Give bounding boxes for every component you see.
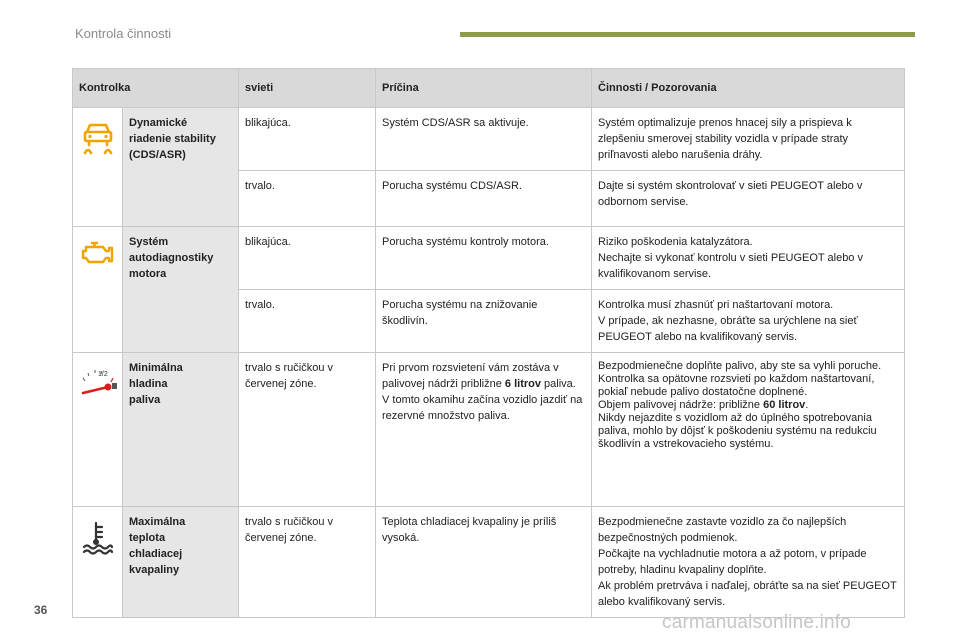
cause-cell: Systém CDS/ASR sa aktivuje.: [376, 108, 592, 171]
action-cell: Systém optimalizuje prenos hnacej sily a prispieva k zlepšeniu smerovej stability vozidla v prípade straty priľnavosti alebo narušenia dráhy.: [592, 108, 905, 171]
state-cell: trvalo s ručičkou v červenej zóne.: [239, 353, 376, 507]
indicator-name: Maximálna teplota chladiacej kvapaliny: [123, 507, 239, 618]
cause-cell: Porucha systému na znižovanie škodlivín.: [376, 290, 592, 353]
indicator-name: Dynamické riadenie stability (CDS/ASR): [123, 108, 239, 227]
action-cell: Riziko poškodenia katalyzátora. Nechajte si vykonať kontrolu v sieti PEUGEOT alebo v kvalifikovanom servise.: [592, 227, 905, 290]
action-text: Bezpodmienečne doplňte palivo, aby ste sa vyhli poruche. Kontrolka sa opätovne rozsvieti po každom naštartovaní, pokiaľ nebude palivo dostatočne doplnené. Objem palivovej nádrže: približne: [598, 360, 882, 411]
icon-cell: [73, 353, 123, 507]
page-number: 36: [34, 603, 48, 617]
icon-cell: [73, 108, 123, 227]
column-header-cinnosti: Činnosti / Pozorovania: [592, 69, 905, 108]
tank-volume: 60 litrov: [763, 399, 806, 411]
state-cell: blikajúca.: [239, 227, 376, 290]
cause-cell: Porucha systému kontroly motora.: [376, 227, 592, 290]
stability-control-icon: [80, 120, 116, 156]
column-header-kontrolka: Kontrolka: [73, 69, 239, 108]
action-cell: [592, 353, 905, 507]
cause-cell: Porucha systému CDS/ASR.: [376, 171, 592, 227]
column-header-svieti: svieti: [239, 69, 376, 108]
column-header-pricina: Príčina: [376, 69, 592, 108]
state-cell: trvalo.: [239, 290, 376, 353]
cause-cell: [376, 353, 592, 507]
icon-cell: [73, 227, 123, 353]
action-text: . Nikdy nejazdite s vozidlom až do úplného spotrebovania paliva, mohlo by dôjsť k poškodeniu systému na redukciu škodlivín a vstrekovacieho systému.: [598, 399, 877, 450]
indicator-name: Minimálna hladina paliva: [123, 353, 239, 507]
state-cell: blikajúca.: [239, 108, 376, 171]
cause-cell: Teplota chladiacej kvapaliny je príliš vysoká.: [376, 507, 592, 618]
gauge-label: 1/2: [97, 371, 108, 378]
icon-cell: [73, 507, 123, 618]
fuel-gauge-icon: [77, 365, 119, 399]
action-cell: Dajte si systém skontrolovať v sieti PEUGEOT alebo v odbornom servise.: [592, 171, 905, 227]
fuel-reserve-amount: 6 litrov: [504, 378, 541, 390]
engine-icon: [80, 239, 116, 267]
header-accent-bar: [460, 32, 915, 37]
table-row: [73, 227, 905, 290]
cause-text: paliva. V tomto okamihu začína vozidlo jazdiť na rezervné množstvo paliva.: [382, 378, 583, 422]
table-row: [73, 108, 905, 171]
warning-lights-table: [72, 68, 905, 618]
action-cell: Bezpodmienečne zastavte vozidlo za čo najlepších bezpečnostných podmienok. Počkajte na vychladnutie motora a až potom, v prípade potreby, hladinu kvapaliny doplňte. Ak problém pretrváva i naďalej, obráťte sa na sieť PEUGEOT alebo kvalifikovaný servis.: [592, 507, 905, 618]
section-title: Kontrola činnosti: [75, 26, 172, 41]
action-cell: Kontrolka musí zhasnúť pri naštartovaní motora. V prípade, ak nezhasne, obráťte sa urýchlene na sieť PEUGEOT alebo na kvalifikovaný servis.: [592, 290, 905, 353]
indicator-name: Systém autodiagnostiky motora: [123, 227, 239, 353]
table-header-row: [73, 69, 905, 108]
table-row: [73, 507, 905, 618]
state-cell: trvalo s ručičkou v červenej zóne.: [239, 507, 376, 618]
watermark: carmanualsonline.info: [662, 612, 852, 633]
table-row: [73, 353, 905, 507]
state-cell: trvalo.: [239, 171, 376, 227]
cause-text: Pri prvom rozsvietení vám zostáva v palivovej nádrži približne: [382, 362, 559, 390]
coolant-temperature-icon: [80, 519, 116, 555]
